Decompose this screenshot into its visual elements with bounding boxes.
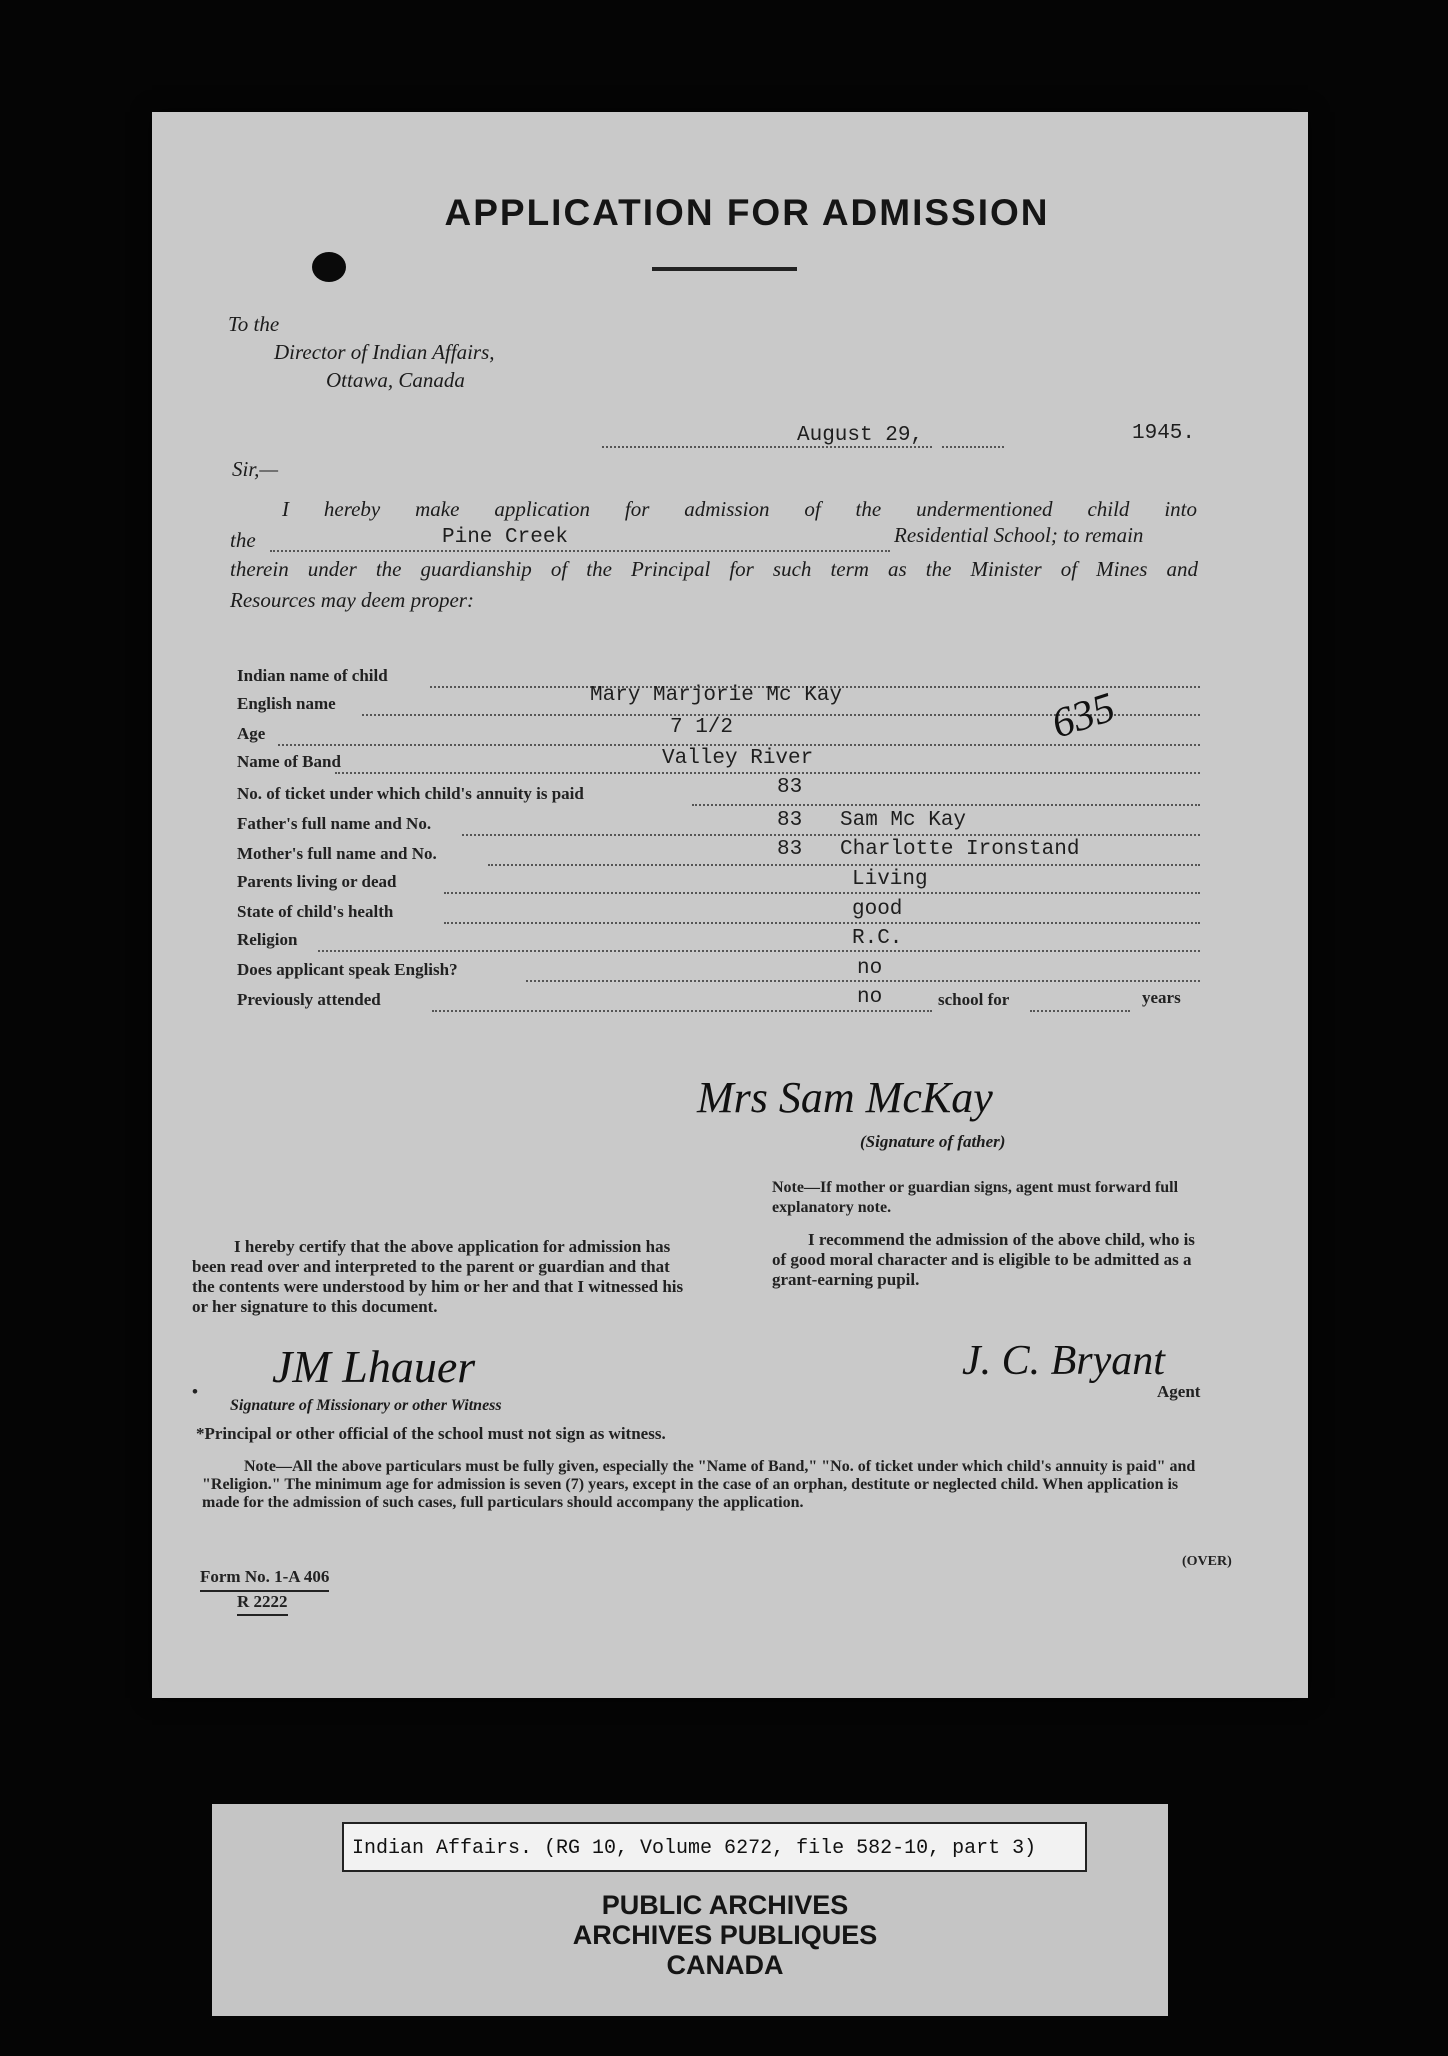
intro-line-4: Resources may deem proper:	[230, 588, 474, 612]
field-value-father: 83 Sam Mc Kay	[777, 809, 967, 832]
intro-line-3: therein under the guardianship of the Principal for such term as the Minister of Mines and	[230, 557, 1198, 581]
school-name: Pine Creek	[442, 526, 569, 549]
field-dots	[462, 834, 1200, 836]
principal-note: *Principal or other official of the school must not sign as witness.	[196, 1424, 666, 1443]
date-year: 1945.	[1132, 422, 1196, 445]
field-label-previously: Previously attended	[237, 990, 381, 1009]
application-form-page	[152, 112, 1308, 1698]
field-dots	[444, 892, 1200, 894]
field-label-health: State of child's health	[237, 902, 394, 921]
field-dots	[318, 950, 1200, 952]
punch-hole	[312, 252, 346, 282]
field-value-mother: 83 Charlotte Ironstand	[777, 838, 1080, 861]
field-value-english-name: Mary Marjorie Mc Kay	[590, 684, 843, 707]
salutation: Sir,—	[232, 457, 279, 481]
witness-signature: JM Lhauer	[272, 1341, 476, 1392]
field-value-religion: R.C.	[852, 927, 903, 950]
field-label-ticket: No. of ticket under which child's annuity is paid	[237, 784, 584, 803]
witness-bullet: •	[192, 1382, 198, 1401]
note-guardian: Note—If mother or guardian signs, agent must forward full explanatory note.	[772, 1179, 1179, 1216]
field-dots	[692, 804, 1200, 806]
father-signature-caption: (Signature of father)	[860, 1132, 1006, 1151]
field-label-mother: Mother's full name and No.	[237, 844, 437, 863]
intro-the: the	[230, 528, 256, 552]
school-for-label: school for	[938, 990, 1010, 1009]
field-label-english: Does applicant speak English?	[237, 960, 458, 979]
field-dots	[335, 772, 1200, 774]
title-underline	[652, 267, 797, 271]
field-dots	[432, 1010, 932, 1012]
field-label-age: Age	[237, 724, 266, 743]
field-label-english-name: English name	[237, 694, 336, 713]
field-dots	[1030, 1010, 1130, 1012]
addressee-line-2: Director of Indian Affairs,	[274, 340, 495, 364]
field-value-parents: Living	[852, 868, 928, 891]
field-value-band: Valley River	[662, 747, 814, 770]
field-value-english: no	[857, 957, 883, 980]
date-year-dots	[942, 446, 1004, 448]
form-ref: R 2222	[237, 1592, 288, 1616]
field-value-age: 7 1/2	[670, 716, 734, 739]
agent-signature: J. C. Bryant	[962, 1338, 1165, 1384]
agent-caption: Agent	[1157, 1382, 1201, 1401]
field-dots	[444, 922, 1200, 924]
field-dots	[488, 864, 1200, 866]
margin-note: 635	[1046, 684, 1121, 748]
field-label-band: Name of Band	[237, 752, 341, 771]
archive-line-1: PUBLIC ARCHIVES	[601, 1890, 849, 1920]
recommend-text: I recommend the admission of the above child, who is of good moral character and is eligible to be admitted as a grant-earning pupil.	[772, 1230, 1195, 1289]
years-label: years	[1142, 988, 1181, 1007]
date-month-day: August 29,	[797, 424, 924, 447]
intro-school-suffix: Residential School; to remain	[894, 523, 1144, 547]
field-value-previously: no	[857, 986, 883, 1009]
field-label-religion: Religion	[237, 930, 298, 949]
addressee-line-3: Ottawa, Canada	[326, 368, 465, 392]
school-dots	[270, 550, 890, 552]
archive-line-3: CANADA	[666, 1950, 784, 1980]
witness-caption: Signature of Missionary or other Witness	[230, 1397, 502, 1414]
addressee-line-1: To the	[228, 312, 280, 336]
field-value-ticket: 83	[777, 776, 803, 799]
field-dots	[526, 980, 1200, 982]
field-label-parents: Parents living or dead	[237, 872, 397, 891]
certify-text: I hereby certify that the above application for admission has been read over and interpreted to the parent or guardian and that the contents were understood by him or her and that I witnessed his or her signature to this document.	[192, 1237, 684, 1316]
field-label-father: Father's full name and No.	[237, 814, 432, 833]
archive-reference-label: Indian Affairs. (RG 10, Volume 6272, file 582-10, part 3)	[342, 1822, 1087, 1872]
over-label: (OVER)	[1182, 1554, 1232, 1569]
archive-line-2: ARCHIVES PUBLIQUES	[572, 1920, 878, 1950]
form-number: Form No. 1-A 406	[200, 1567, 329, 1592]
field-value-health: good	[852, 898, 903, 921]
form-title: APPLICATION FOR ADMISSION	[444, 192, 1050, 233]
field-label-indian-name: Indian name of child	[237, 666, 388, 685]
intro-line-1: I hereby make application for admission of the undermentioned child into	[282, 497, 1197, 521]
bottom-note: Note—All the above particulars must be fully given, especially the "Name of Band," "No. of ticket under which child's annuity is paid" and "Religion." The minimum age for admission is seven (7) years, except in the case of an orphan, destitute or neglected child. When application is made for the admission of such cases, full particulars should accompany the application.	[202, 1458, 1196, 1511]
father-signature: Mrs Sam McKay	[697, 1073, 993, 1122]
